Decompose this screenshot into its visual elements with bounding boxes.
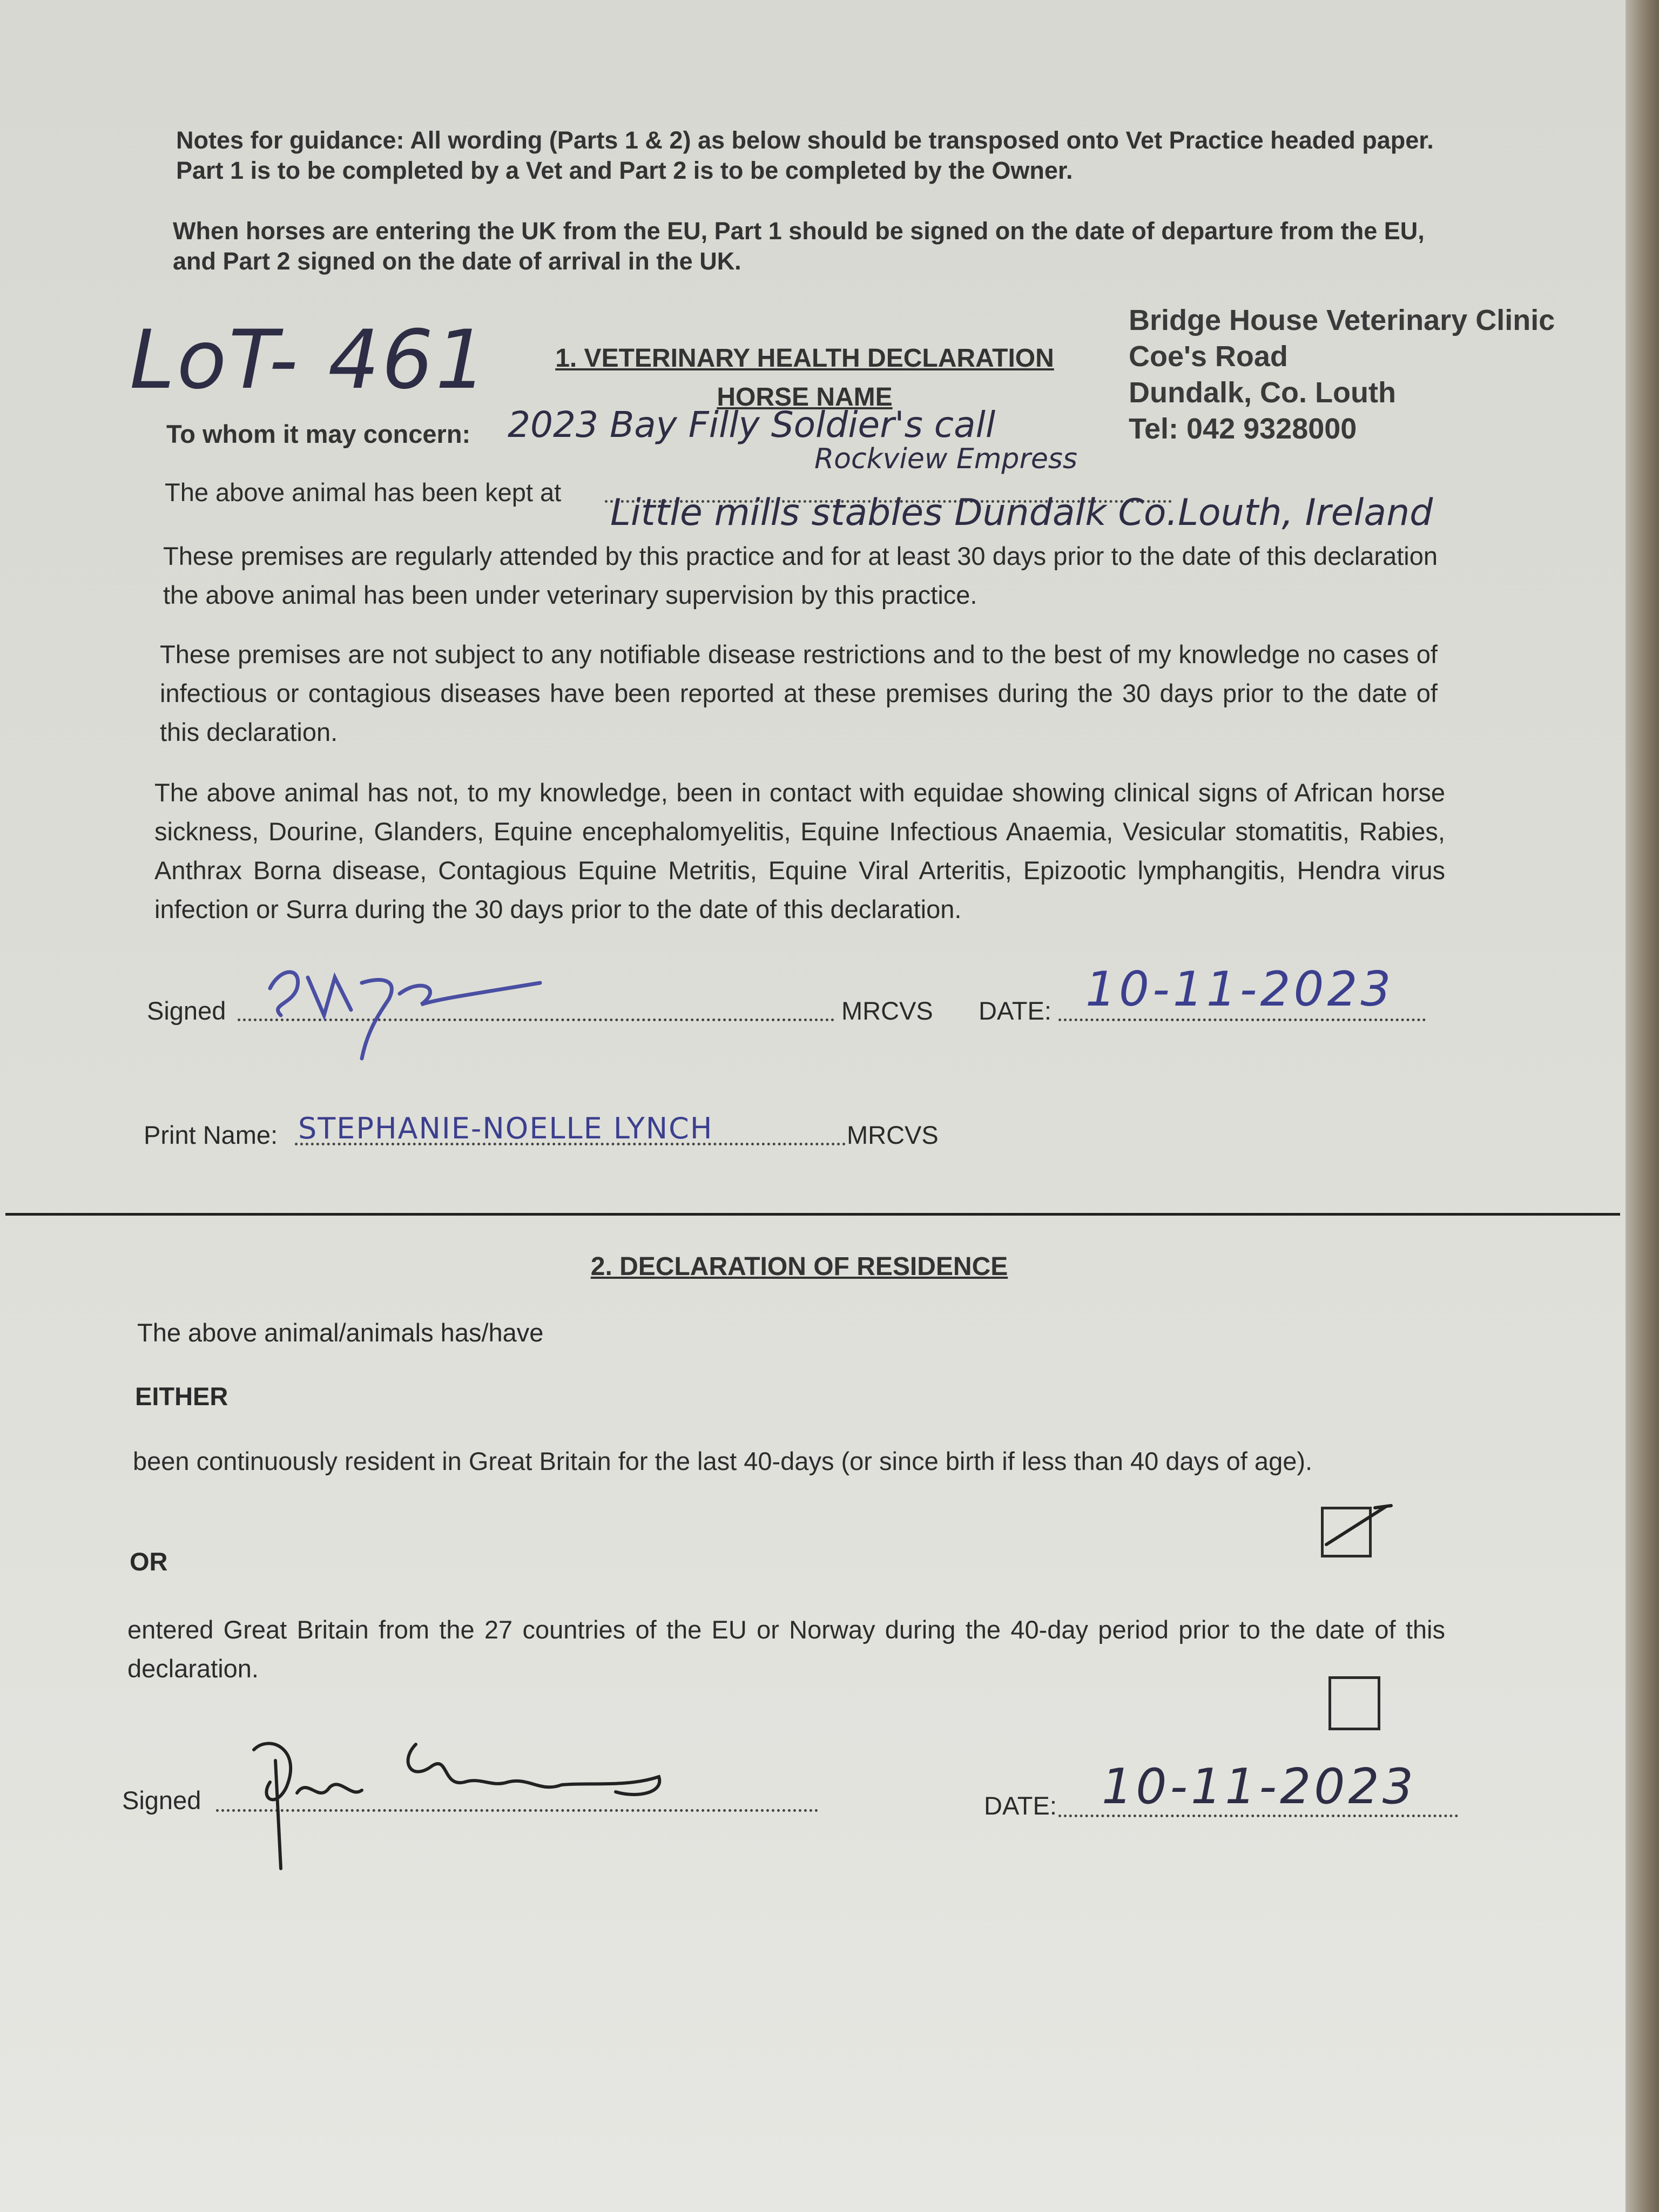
part2-title: 2. DECLARATION OF RESIDENCE bbox=[590, 1252, 1008, 1281]
horse-name-dam: Rockview Empress bbox=[814, 443, 1077, 475]
part2-intro: The above animal/animals has/have bbox=[137, 1318, 544, 1347]
part1-title: 1. VETERINARY HEALTH DECLARATION bbox=[555, 344, 1054, 373]
owner-signature bbox=[238, 1728, 680, 1879]
option-1-check-mark bbox=[1321, 1501, 1397, 1555]
vet-signature bbox=[259, 956, 562, 1075]
lot-number: LoT- 461 bbox=[130, 313, 489, 407]
to-whom-label: To whom it may concern: bbox=[166, 420, 471, 448]
option-2-checkbox[interactable] bbox=[1328, 1676, 1380, 1730]
section-divider bbox=[5, 1213, 1620, 1216]
horse-name-label: HORSE NAME bbox=[717, 383, 893, 412]
owner-date-label: DATE: bbox=[984, 1791, 1057, 1820]
part1-paragraph-3: The above animal has not, to my knowledge, been in contact with equidae showing clinical signs of African horse sickness, Dourine, Glanders, Equine encephalomyelitis, Equine Infectious Anaemia, Vesicular stomatitis, Rabies, Anthrax Borna disease, Contagious Equine Metritis, Equine Viral Arteritis, Epizootic lymphangitis, Hendra virus infection or Surra during the 30 days prior to the date of this declaration. bbox=[154, 778, 1445, 923]
clinic-address bbox=[1129, 302, 1555, 447]
guidance-note-2: When horses are entering the UK from the EU, Part 1 should be signed on the date of departure from the EU, and Part 2 signed on the date of arrival in the UK. bbox=[173, 217, 1425, 275]
owner-date-value: 10-11-2023 bbox=[1102, 1758, 1417, 1815]
clinic-road: Coe's Road bbox=[1129, 340, 1288, 373]
owner-signed-label: Signed bbox=[122, 1786, 201, 1815]
clinic-name: Bridge House Veterinary Clinic bbox=[1129, 304, 1555, 336]
part2-either: EITHER bbox=[135, 1382, 228, 1411]
print-name-value: STEPHANIE-NOELLE LYNCH bbox=[298, 1111, 713, 1145]
print-name-label: Print Name: bbox=[144, 1121, 278, 1149]
part1-paragraph-2: These premises are not subject to any notifiable disease restrictions and to the best of my knowledge no cases of infectious or contagious diseases have been reported at these premises during the 30 days prior to the date of this declaration. bbox=[160, 640, 1438, 746]
print-mrcvs-label: MRCVS bbox=[847, 1121, 939, 1149]
part2-or: OR bbox=[130, 1547, 168, 1576]
vet-mrcvs-label: MRCVS bbox=[841, 996, 933, 1025]
vet-date-value: 10-11-2023 bbox=[1085, 961, 1394, 1017]
vet-date-label: DATE: bbox=[979, 996, 1051, 1025]
clinic-town: Dundalk, Co. Louth bbox=[1129, 376, 1396, 409]
horse-name-value: 2023 Bay Filly Soldier's call bbox=[508, 404, 996, 446]
part2-option-2: entered Great Britain from the 27 countries of the EU or Norway during the 40-day period prior to the date of this declaration. bbox=[127, 1615, 1445, 1683]
clinic-tel: Tel: 042 9328000 bbox=[1129, 413, 1357, 445]
kept-at-value: Little mills stables Dundalk Co.Louth, Ireland bbox=[610, 491, 1433, 534]
guidance-note-1: Notes for guidance: All wording (Parts 1 & 2) as below should be transposed onto Vet Practice headed paper. Part 1 is to be completed by a Vet and Part 2 is to be completed by the Owner. bbox=[176, 126, 1434, 184]
kept-at-label: The above animal has been kept at bbox=[165, 478, 562, 507]
vet-signed-label: Signed bbox=[147, 996, 226, 1025]
part2-option-1: been continuously resident in Great Britain for the last 40-days (or since birth if less than 40 days of age). bbox=[133, 1447, 1313, 1475]
part1-paragraph-1: These premises are regularly attended by this practice and for at least 30 days prior to the date of this declaration the above animal has been under veterinary supervision by this practice. bbox=[163, 542, 1438, 609]
page-edge-background bbox=[1626, 0, 1659, 2212]
